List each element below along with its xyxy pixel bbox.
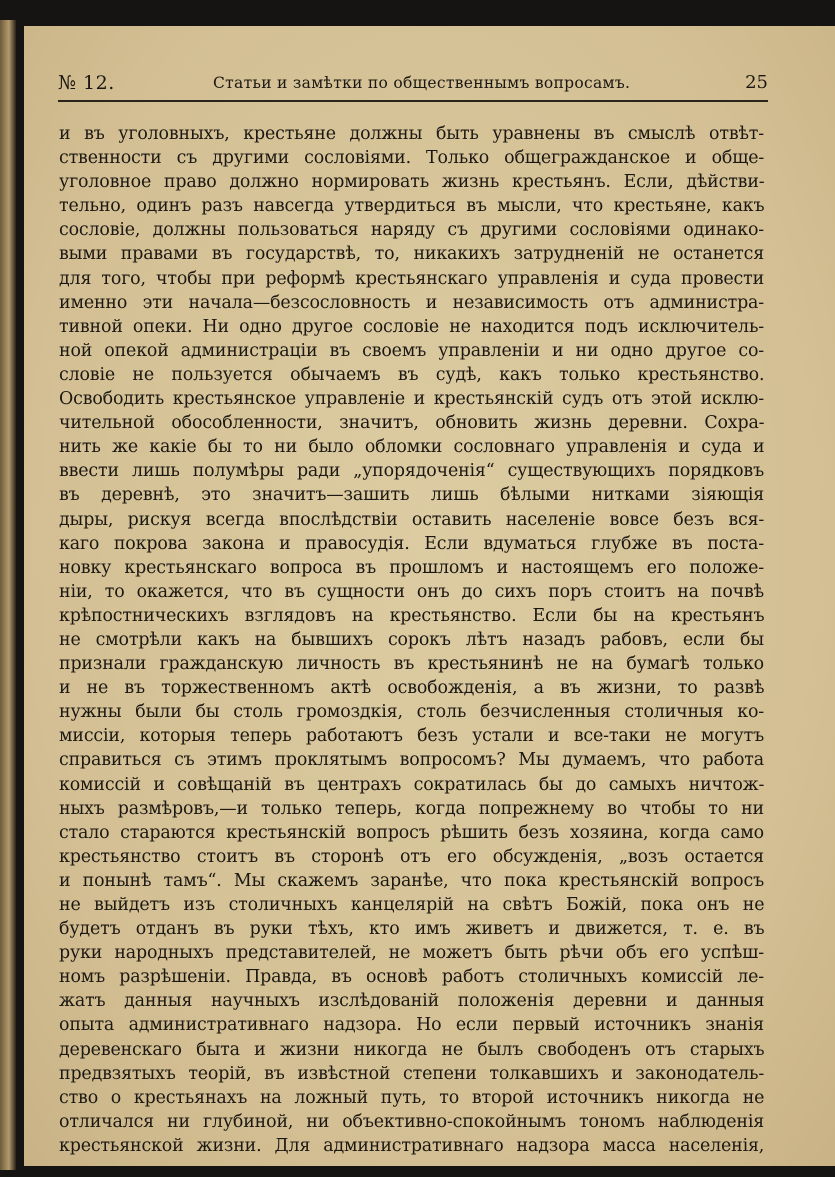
text-line: крестьянство стоитъ въ сторонѣ отъ его обсужденія, „возъ остается — [59, 846, 764, 867]
text-line: каго покрова закона и правосудія. Если вдуматься глубже въ поста- — [59, 533, 764, 554]
text-line: новку крестьянскаго вопроса въ прошломъ и настоящемъ его положе- — [59, 557, 764, 578]
text-line: ніи, то окажется, что въ сущности онъ до сихъ поръ стоитъ на почвѣ — [59, 581, 764, 602]
running-title: Статьи и замѣтки по общественнымъ вопросамъ. — [213, 74, 631, 92]
page-number: 25 — [745, 72, 768, 93]
book-page — [24, 26, 835, 1166]
text-line: дыры, рискуя всегда впослѣдствіи оставить населеніе вовсе безъ вся- — [59, 509, 765, 530]
text-line: ственности съ другими сословіями. Только общегражданское и обще- — [59, 148, 765, 169]
text-line: и понынѣ тамъ“. Мы скажемъ заранѣе, что пока крестьянскій вопросъ — [59, 870, 764, 891]
text-line: комиссій и совѣщаній въ центрахъ сократилась бы до самыхъ ничтож- — [59, 774, 765, 795]
text-line: въ деревнѣ, это значитъ—зашить лишь бѣлыми нитками зіяющія — [59, 485, 765, 506]
text-line: чительной обособленности, значитъ, обновить жизнь деревни. Сохра- — [59, 413, 765, 434]
text-line: предвзятыхъ теорій, въ извѣстной степени толкавшихъ и законодатель- — [59, 1063, 765, 1084]
text-line: будетъ отданъ въ руки тѣхъ, кто имъ живетъ и движется, т. е. въ — [59, 919, 765, 940]
text-line: крестьянской жизни. Для административнаго надзора масса населенія, — [59, 1135, 765, 1156]
text-line: крѣпостническихъ взглядовъ на крестьянство. Если бы на крестьянъ — [59, 605, 765, 626]
previous-page-edge — [0, 20, 16, 1170]
text-line: не смотрѣли какъ на бывшихъ сорокъ лѣтъ назадъ рабовъ, если бы — [59, 629, 764, 650]
text-line: номъ разрѣшеніи. Правда, въ основѣ работъ столичныхъ комиссій ле- — [59, 967, 764, 988]
text-line: ство о крестьянахъ на ложный путь, то второй источникъ никогда не — [59, 1087, 765, 1108]
text-line: тивной опеки. Ни одно другое сословіе не находится подъ исключитель- — [59, 316, 764, 337]
text-line: и въ уголовныхъ, крестьяне должны быть уравнены въ смыслѣ отвѣт- — [59, 124, 764, 144]
text-line: ной опекой администраціи въ своемъ управленіи и ни одно другое со- — [59, 340, 764, 361]
issue-number: № 12. — [58, 72, 115, 94]
header-rule — [58, 100, 768, 102]
text-line: ввести лишь полумѣры ради „упорядоченія“ существующихъ порядковъ — [59, 461, 764, 482]
text-line: руки народныхъ представителей, не можетъ быть рѣчи объ его успѣш- — [59, 943, 764, 964]
text-line: нить же какіе бы то ни было обломки сословнаго управленія и суда и — [59, 437, 765, 458]
text-line: жатъ данныя научныхъ изслѣдованій положенія деревни и данныя — [59, 991, 765, 1012]
text-line: ныхъ размѣровъ,—и только теперь, когда попрежнему во чтобы то ни — [59, 798, 764, 819]
text-line: сословіе, должны пользоваться наряду съ другими сословіями одинако- — [59, 220, 764, 241]
text-line: Освободить крестьянское управленіе и крестьянскій судъ отъ этой исклю- — [59, 389, 764, 410]
text-line: именно эти начала—безсословность и независимость отъ администра- — [59, 292, 764, 313]
text-line: выми правами въ государствѣ, то, никакихъ затрудненій не останется — [59, 244, 765, 265]
text-line: миссіи, которыя теперь работаютъ безъ устали и все-таки не могутъ — [59, 726, 764, 747]
text-line: для того, чтобы при реформѣ крестьянскаго управленія и суда провести — [59, 268, 765, 289]
text-line: и не въ торжественномъ актѣ освобожденія, а въ жизни, то развѣ — [59, 678, 765, 699]
text-line: стало стараются крестьянскій вопросъ рѣшить безъ хозяина, когда само — [59, 822, 764, 843]
body-text — [59, 122, 764, 1158]
text-line: справиться съ этимъ проклятымъ вопросомъ? Мы думаемъ, что работа — [59, 750, 764, 771]
text-line: уголовное право должно нормировать жизнь крестьянъ. Если, дѣйстви- — [59, 172, 765, 193]
text-line: деревенскаго быта и жизни никогда не былъ свободенъ отъ старыхъ — [59, 1039, 765, 1060]
page-header — [58, 72, 768, 100]
text-line: не выйдетъ изъ столичныхъ канцелярій на свѣтъ Божій, пока онъ не — [59, 895, 765, 915]
text-line: отличался ни глубиной, ни объективно-спокойнымъ тономъ наблюденія — [59, 1111, 765, 1132]
text-line: признали гражданскую личность въ крестьянинѣ не на бумагѣ только — [59, 654, 764, 675]
text-line: нужны были бы столь громоздкія, столь безчисленныя столичныя ко- — [59, 702, 764, 723]
text-line: словіе не пользуется обычаемъ въ судѣ, какъ только крестьянство. — [59, 364, 765, 385]
text-line: опыта административнаго надзора. Но если первый источникъ знанія — [59, 1015, 764, 1036]
text-line: тельно, одинъ разъ навсегда утвердиться въ мысли, что крестьяне, какъ — [59, 196, 765, 217]
